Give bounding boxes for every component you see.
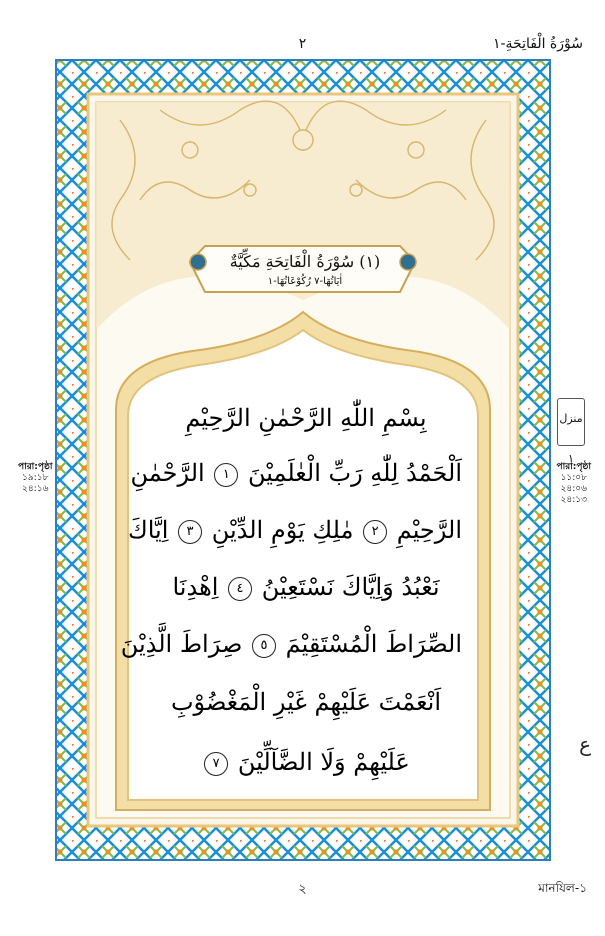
verse-text: نَعْبُدُ وَاِيَّاكَ نَسْتَعِيْنُ [261, 573, 440, 601]
left-margin-reference [18, 462, 52, 495]
left-margin-title: পারা:পৃষ্ঠা [18, 462, 53, 472]
verse-line-4 [150, 573, 462, 601]
ayah-number-marker: ١ [214, 463, 238, 487]
ruku-mark: ع [579, 732, 591, 756]
footer-manzil: মানযিল-১ [538, 881, 587, 895]
verse-text: مٰلِكِ يَوْمِ الدِّيْنِ [211, 516, 354, 544]
verse-text: اِهْدِنَا [172, 573, 219, 601]
verse-line-5 [120, 630, 462, 658]
verse-text: الرَّحْمٰنِ [130, 459, 205, 487]
verse-text: اِيَّاكَ [127, 516, 169, 544]
header-page-number: ٢ [298, 36, 307, 52]
manzil-mark: منزل ١ [557, 398, 585, 446]
right-margin-reference [557, 462, 591, 506]
ayah-number-marker: ٤ [228, 577, 252, 601]
surah-subtitle: اٰيَاتُهَا-٧ رُكُوْعَاتُهَا-١ [267, 276, 343, 287]
verse-line-2 [130, 459, 462, 487]
verse-text: الرَّحِيْمِ [396, 516, 462, 544]
ayah-number-marker: ٧ [204, 752, 228, 776]
right-margin-title: পারা:পৃষ্ঠা [556, 462, 591, 472]
verse-line-1 [150, 404, 462, 432]
right-margin-line1: ১১:০৮ [560, 473, 587, 483]
verse-line-3 [127, 516, 462, 544]
ayah-number-marker: ٣ [178, 520, 202, 544]
footer-page-number: ২ [298, 882, 307, 897]
verse-text: صِرَاطَ الَّذِيْنَ [120, 630, 243, 658]
header-surah-title: سُوْرَةُ الْفَاتِحَةِ-١ [492, 36, 583, 52]
left-margin-line1: ১৯:১৮ [22, 473, 49, 483]
verse-text: عَلَيْهِمْ وَلَا الضَّآلِّيْنَ [237, 748, 410, 776]
verse-text: الصِّرَاطَ الْمُسْتَقِيْمَ [285, 630, 462, 658]
right-margin-line2: ২৪:০৬ [560, 484, 587, 494]
basmala: بِسْمِ اللّٰهِ الرَّحْمٰنِ الرَّحِيْمِ [185, 404, 427, 432]
verse-text: اَلْحَمْدُ لِلّٰهِ رَبِّ الْعٰلَمِيْنَ [247, 459, 462, 487]
surah-name: (١) سُوْرَةُ الْفَاتِحَةِ مَكِّيَّةٌ [229, 252, 381, 271]
ayah-number-marker: ٢ [363, 520, 387, 544]
left-margin-line2: ২৪:১৬ [22, 484, 49, 494]
right-margin-line3: ২৪:১৩ [560, 495, 587, 505]
verse-line-6 [150, 688, 462, 716]
verse-line-7 [150, 748, 462, 776]
verse-text: اَنْعَمْتَ عَلَيْهِمْ غَيْرِ الْمَغْضُوْبِ [170, 688, 442, 716]
ayah-number-marker: ٥ [252, 634, 276, 658]
